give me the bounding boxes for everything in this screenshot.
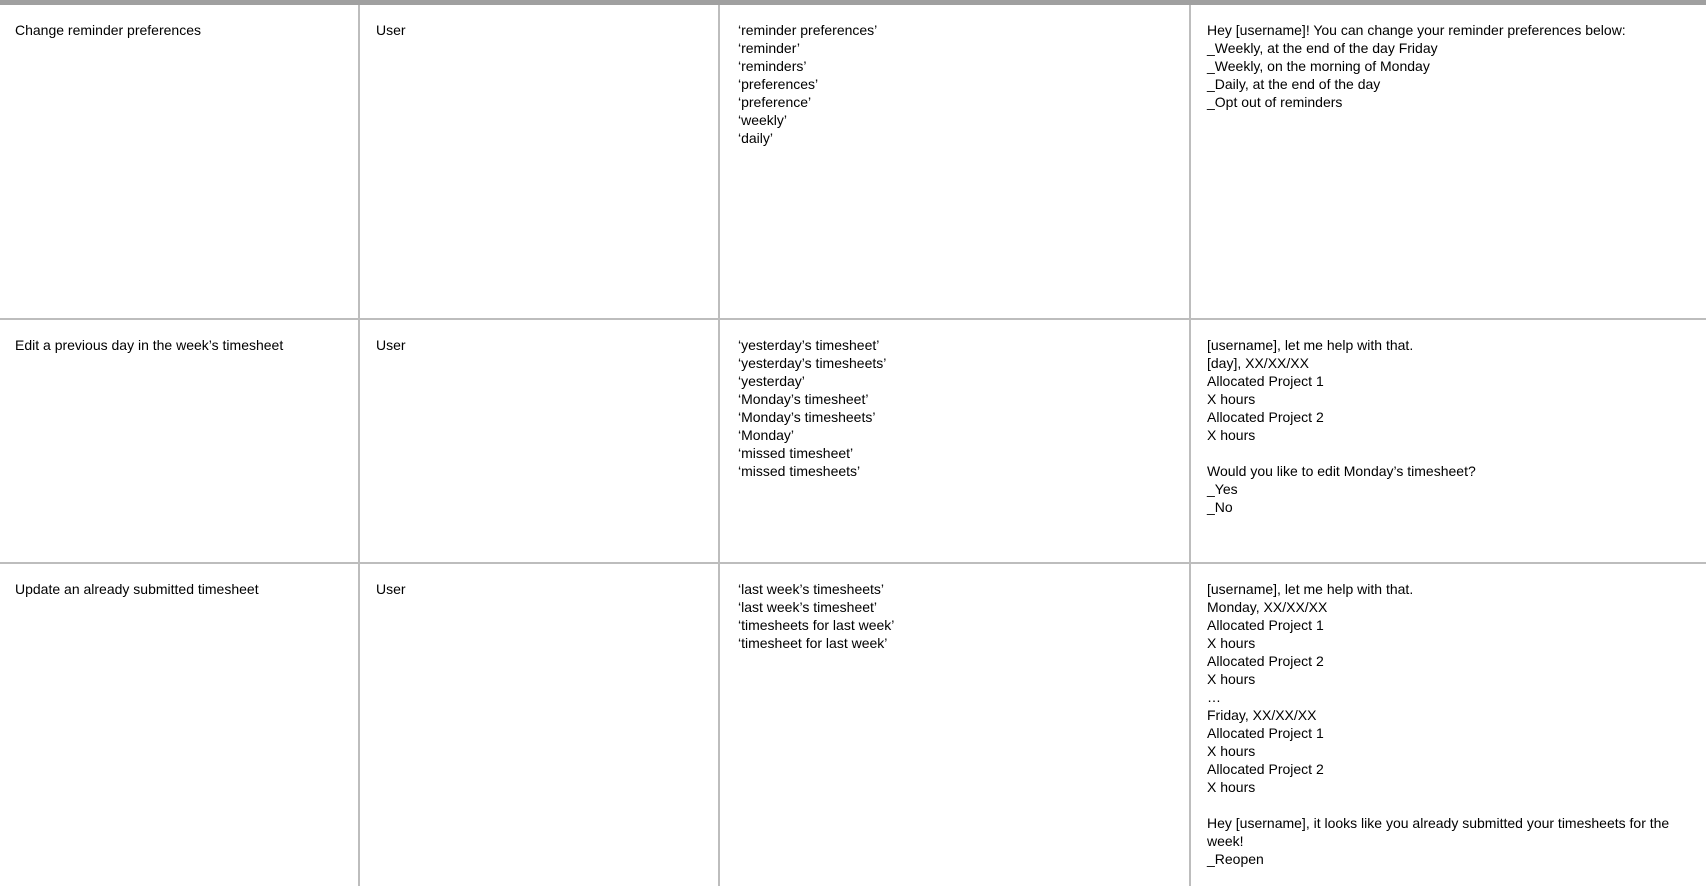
task-cell	[0, 319, 359, 563]
trigger-phrase: ‘reminders’	[738, 58, 807, 74]
task-text: Edit a previous day in the week’s timesheet	[15, 337, 284, 353]
trigger-phrase: ‘daily’	[738, 130, 774, 146]
trigger-phrase: ‘Monday’	[738, 427, 795, 443]
table-row	[0, 563, 1706, 886]
trigger-phrase: ‘timesheets for last week’	[738, 617, 895, 633]
response-option: _Yes	[1207, 481, 1238, 497]
trigger-phrase: ‘reminder preferences’	[738, 22, 878, 38]
response-option: _Opt out of reminders	[1207, 94, 1343, 110]
bot-response-cell	[1190, 563, 1706, 886]
response-line: [username], let me help with that.	[1207, 581, 1414, 597]
actor-text: User	[376, 581, 406, 597]
task-text: Change reminder preferences	[15, 22, 201, 38]
trigger-phrase: ‘yesterday’s timesheet’	[738, 337, 880, 353]
response-option: _Daily, at the end of the day	[1207, 76, 1381, 92]
task-text: Update an already submitted timesheet	[15, 581, 259, 597]
table-row	[0, 319, 1706, 563]
response-option: _Weekly, at the end of the day Friday	[1207, 40, 1438, 56]
trigger-phrase: ‘last week’s timesheets’	[738, 581, 885, 597]
response-line: [username], let me help with that.	[1207, 337, 1414, 353]
response-spacer	[1207, 444, 1696, 462]
trigger-phrase: ‘yesterday’s timesheets’	[738, 355, 887, 371]
response-line: Allocated Project 1	[1207, 725, 1324, 741]
task-cell	[0, 563, 359, 886]
actor-cell	[359, 5, 719, 319]
trigger-phrase: ‘Monday’s timesheets’	[738, 409, 876, 425]
trigger-phrases-cell	[719, 319, 1190, 563]
task-cell	[0, 5, 359, 319]
response-ellipsis: …	[1207, 689, 1221, 705]
actor-cell	[359, 319, 719, 563]
trigger-phrase: ‘missed timesheets’	[738, 463, 861, 479]
table-row	[0, 5, 1706, 319]
conversation-spec-table	[0, 5, 1706, 886]
trigger-phrase: ‘weekly’	[738, 112, 788, 128]
response-line: X hours	[1207, 743, 1256, 759]
response-line: X hours	[1207, 391, 1256, 407]
response-line: Allocated Project 2	[1207, 653, 1324, 669]
response-line: [day], XX/XX/XX	[1207, 355, 1309, 371]
bot-response-cell	[1190, 5, 1706, 319]
trigger-phrase: ‘last week’s timesheet’	[738, 599, 878, 615]
response-line: X hours	[1207, 671, 1256, 687]
trigger-phrase: ‘timesheet for last week’	[738, 635, 888, 651]
response-line: Hey [username]! You can change your reminder preferences below:	[1207, 22, 1626, 38]
response-line: Friday, XX/XX/XX	[1207, 707, 1317, 723]
response-line: X hours	[1207, 779, 1256, 795]
trigger-phrase: ‘preference’	[738, 94, 812, 110]
response-line: X hours	[1207, 427, 1256, 443]
trigger-phrase: ‘yesterday’	[738, 373, 805, 389]
response-line: Monday, XX/XX/XX	[1207, 599, 1328, 615]
actor-text: User	[376, 337, 406, 353]
response-line: Allocated Project 1	[1207, 373, 1324, 389]
response-spacer	[1207, 796, 1696, 814]
actor-cell	[359, 563, 719, 886]
trigger-phrase: ‘Monday’s timesheet’	[738, 391, 869, 407]
response-line: Would you like to edit Monday’s timesheet?	[1207, 463, 1476, 479]
actor-text: User	[376, 22, 406, 38]
response-line: X hours	[1207, 635, 1256, 651]
response-line: Allocated Project 2	[1207, 409, 1324, 425]
trigger-phrases-cell	[719, 563, 1190, 886]
response-line: Hey [username], it looks like you already submitted your timesheets for the week!	[1207, 815, 1674, 849]
response-option: _No	[1207, 499, 1233, 515]
trigger-phrase: ‘preferences’	[738, 76, 819, 92]
trigger-phrase: ‘reminder’	[738, 40, 800, 56]
response-option: _Weekly, on the morning of Monday	[1207, 58, 1430, 74]
trigger-phrases-cell	[719, 5, 1190, 319]
bot-response-cell	[1190, 319, 1706, 563]
trigger-phrase: ‘missed timesheet’	[738, 445, 854, 461]
response-line: Allocated Project 2	[1207, 761, 1324, 777]
response-line: Allocated Project 1	[1207, 617, 1324, 633]
response-option: _Reopen	[1207, 851, 1264, 867]
